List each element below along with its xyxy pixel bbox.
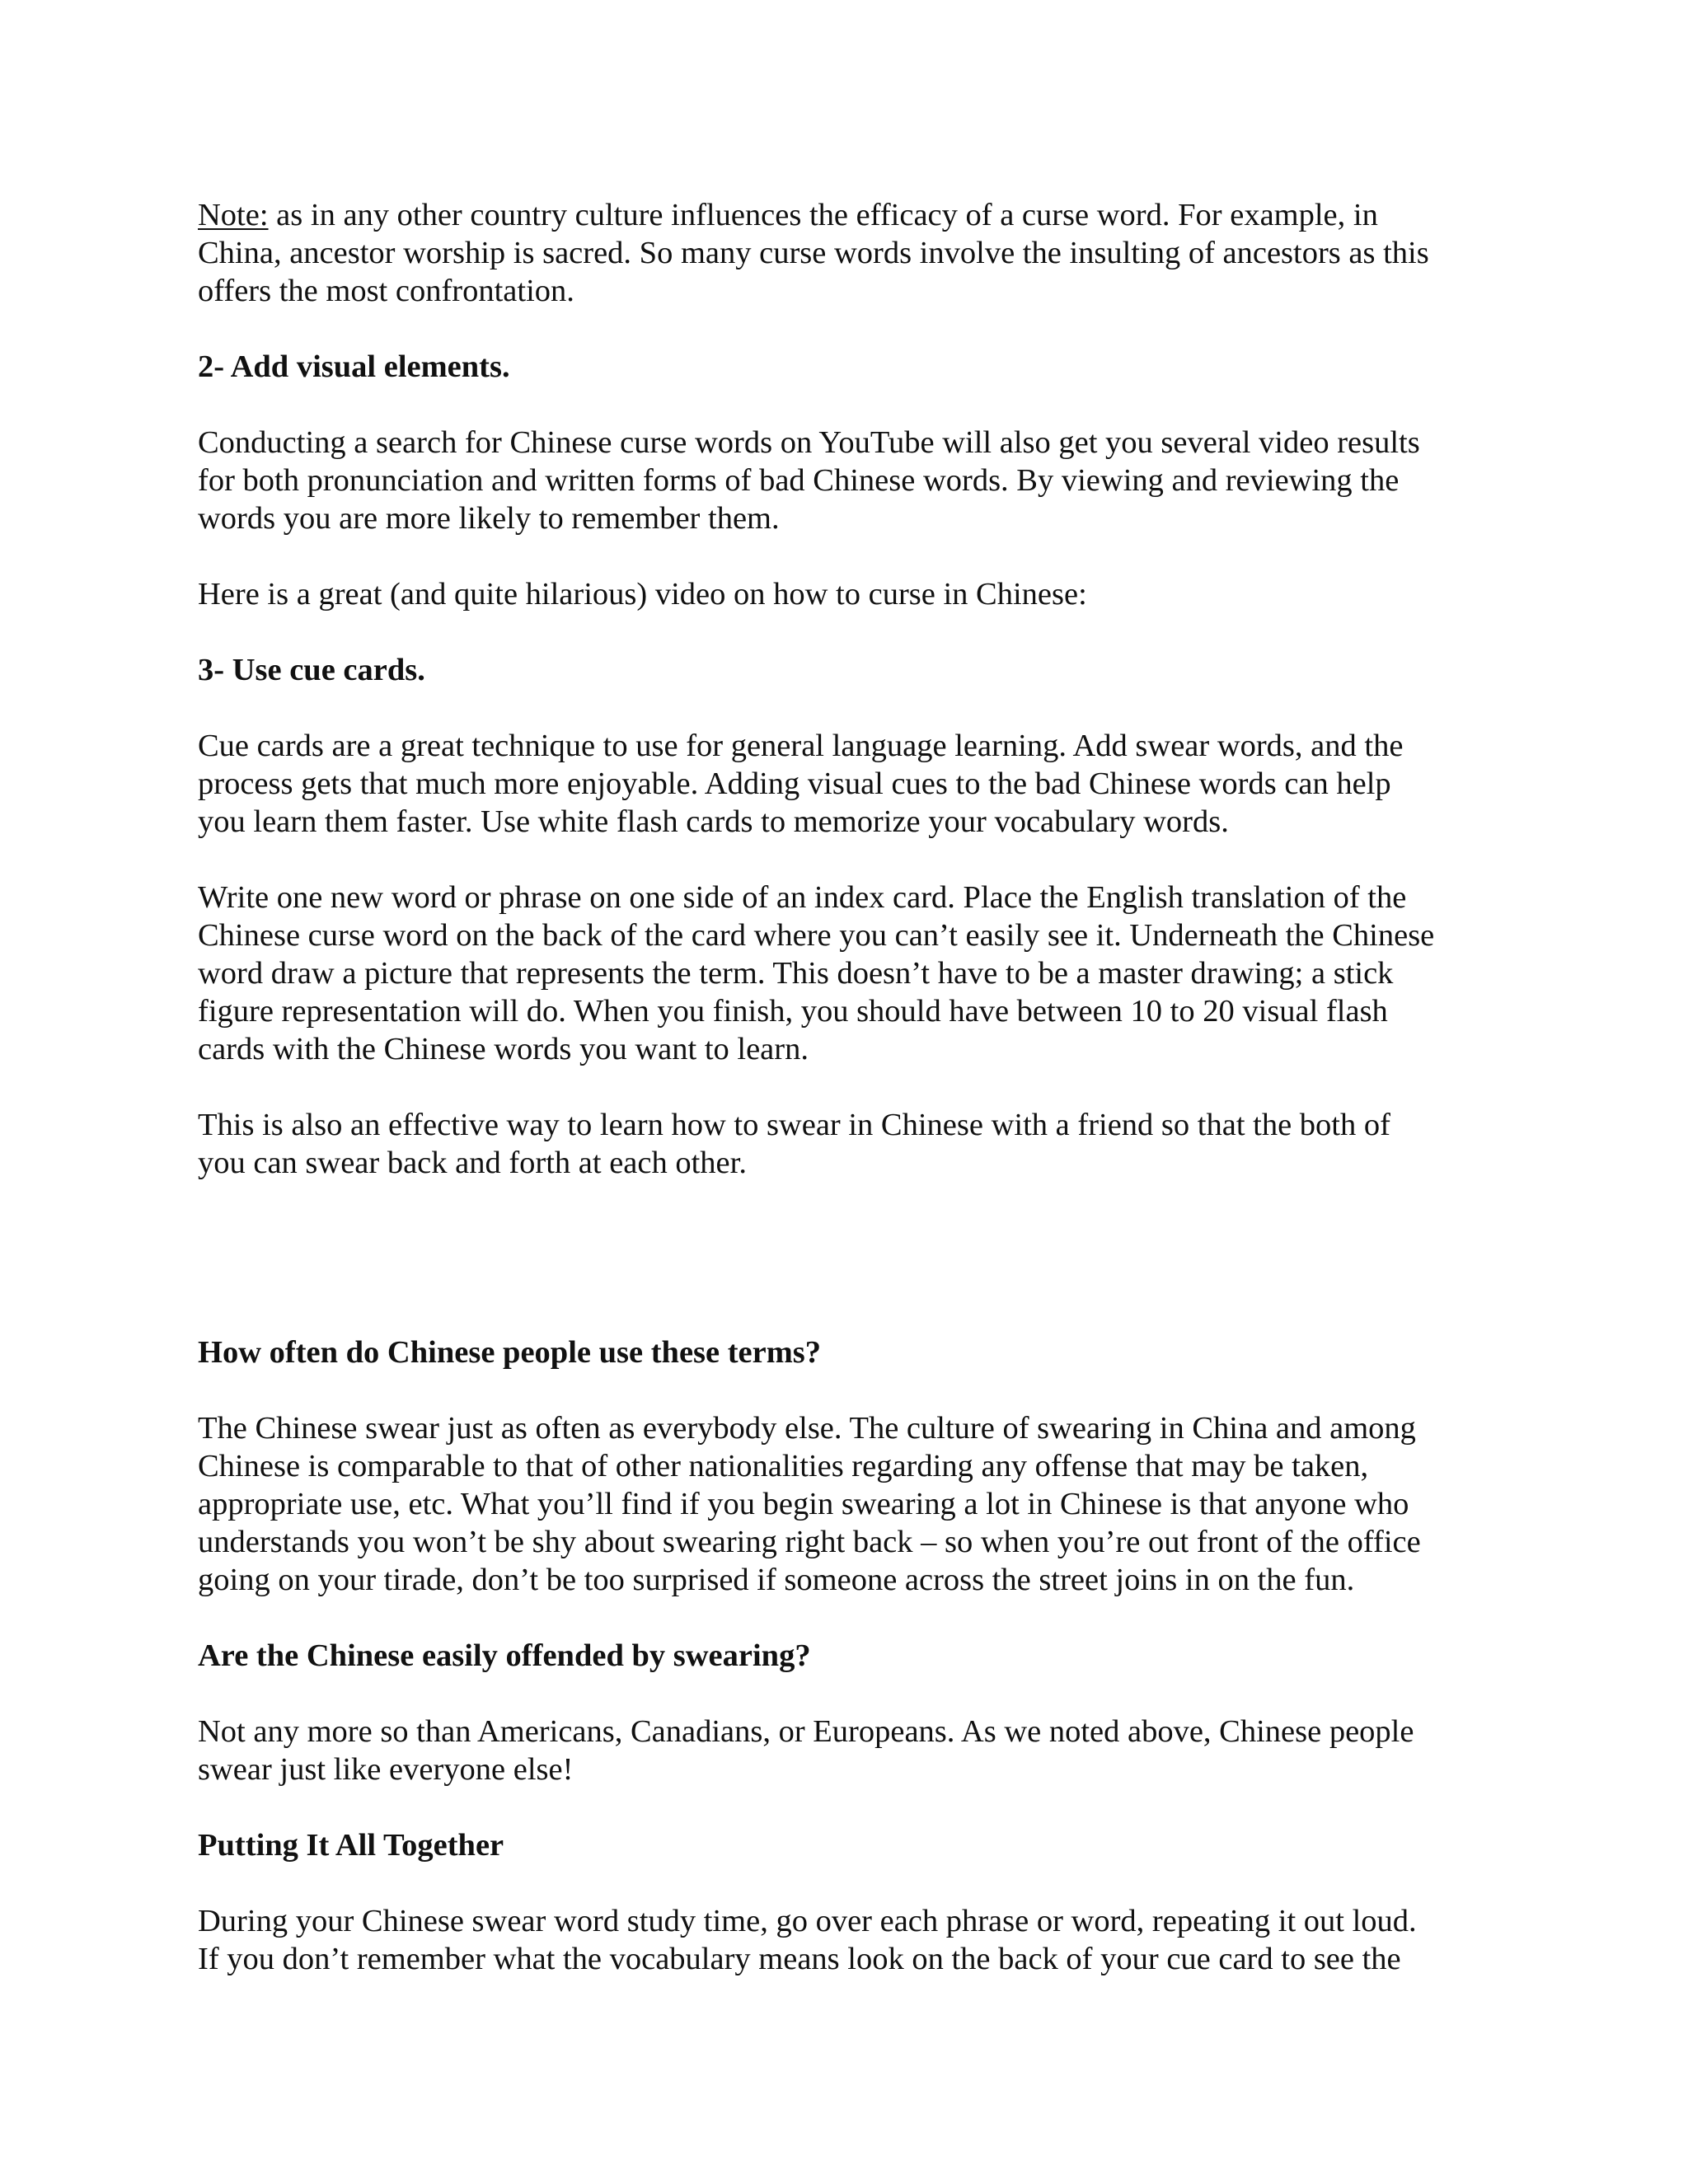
paragraph-line: going on your tirade, don’t be too surprised if someone across the street joins in on the fun. xyxy=(198,1563,1355,1597)
paragraph-line: Chinese curse word on the back of the card where you can’t easily see it. Underneath the Chinese xyxy=(198,918,1435,953)
paragraph-line: word draw a picture that represents the term. This doesn’t have to be a master drawing; a stick xyxy=(198,956,1394,991)
faq-2-heading: Are the Chinese easily offended by swearing? xyxy=(198,1638,811,1673)
paragraph-line: you learn them faster. Use white flash cards to memorize your vocabulary words. xyxy=(198,804,1229,839)
section-3-heading: 3- Use cue cards. xyxy=(198,653,425,687)
paragraph-line: figure representation will do. When you finish, you should have between 10 to 20 visual flash xyxy=(198,994,1388,1029)
section-2-paragraph-2 xyxy=(198,575,1500,613)
final-paragraph xyxy=(198,1902,1500,1978)
faq-2-paragraph xyxy=(198,1713,1500,1788)
final-heading: Putting It All Together xyxy=(198,1828,504,1863)
paragraph-line: If you don’t remember what the vocabulary means look on the back of your cue card to see the xyxy=(198,1942,1401,1976)
note-paragraph xyxy=(198,196,1500,310)
paragraph-line: Not any more so than Americans, Canadians, or Europeans. As we noted above, Chinese people xyxy=(198,1714,1414,1749)
paragraph-line: process gets that much more enjoyable. Adding visual cues to the bad Chinese words can help xyxy=(198,766,1391,801)
paragraph-line: understands you won’t be shy about swearing right back – so when you’re out front of the office xyxy=(198,1525,1421,1559)
paragraph-line: words you are more likely to remember them. xyxy=(198,501,780,536)
paragraph-line: you can swear back and forth at each other. xyxy=(198,1146,747,1180)
paragraph-line: Write one new word or phrase on one side of an index card. Place the English translation of the xyxy=(198,880,1407,915)
paragraph-line: This is also an effective way to learn how to swear in Chinese with a friend so that the both of xyxy=(198,1108,1390,1142)
note-line-2: China, ancestor worship is sacred. So many curse words involve the insulting of ancestors as this xyxy=(198,236,1429,270)
paragraph-line: Chinese is comparable to that of other nationalities regarding any offense that may be taken, xyxy=(198,1449,1369,1483)
document-page xyxy=(198,196,1500,2016)
section-spacer xyxy=(198,1220,1500,1333)
paragraph-line: Cue cards are a great technique to use for general language learning. Add swear words, and the xyxy=(198,729,1404,763)
section-2-paragraph-1 xyxy=(198,424,1500,537)
paragraph-line: Here is a great (and quite hilarious) video on how to curse in Chinese: xyxy=(198,577,1087,612)
paragraph-line: appropriate use, etc. What you’ll find if you begin swearing a lot in Chinese is that anyone who xyxy=(198,1487,1409,1521)
note-line-1 xyxy=(198,196,1500,234)
note-text-1: as in any other country culture influences the efficacy of a curse word. For example, in xyxy=(268,198,1378,232)
paragraph-line: During your Chinese swear word study time, go over each phrase or word, repeating it out loud. xyxy=(198,1904,1417,1938)
paragraph-line: cards with the Chinese words you want to learn. xyxy=(198,1032,809,1066)
paragraph-line: for both pronunciation and written forms of bad Chinese words. By viewing and reviewing the xyxy=(198,463,1400,498)
section-3-paragraph-3 xyxy=(198,1106,1500,1182)
faq-1-paragraph xyxy=(198,1409,1500,1599)
section-3-paragraph-1 xyxy=(198,727,1500,841)
section-3-paragraph-2 xyxy=(198,879,1500,1068)
note-label: Note: xyxy=(198,198,269,232)
note-line-3: offers the most confrontation. xyxy=(198,274,574,308)
paragraph-line: swear just like everyone else! xyxy=(198,1752,574,1787)
paragraph-line: The Chinese swear just as often as everybody else. The culture of swearing in China and among xyxy=(198,1411,1416,1446)
paragraph-line: Conducting a search for Chinese curse words on YouTube will also get you several video results xyxy=(198,425,1420,460)
section-2-heading: 2- Add visual elements. xyxy=(198,349,510,384)
faq-1-heading: How often do Chinese people use these terms? xyxy=(198,1335,822,1370)
